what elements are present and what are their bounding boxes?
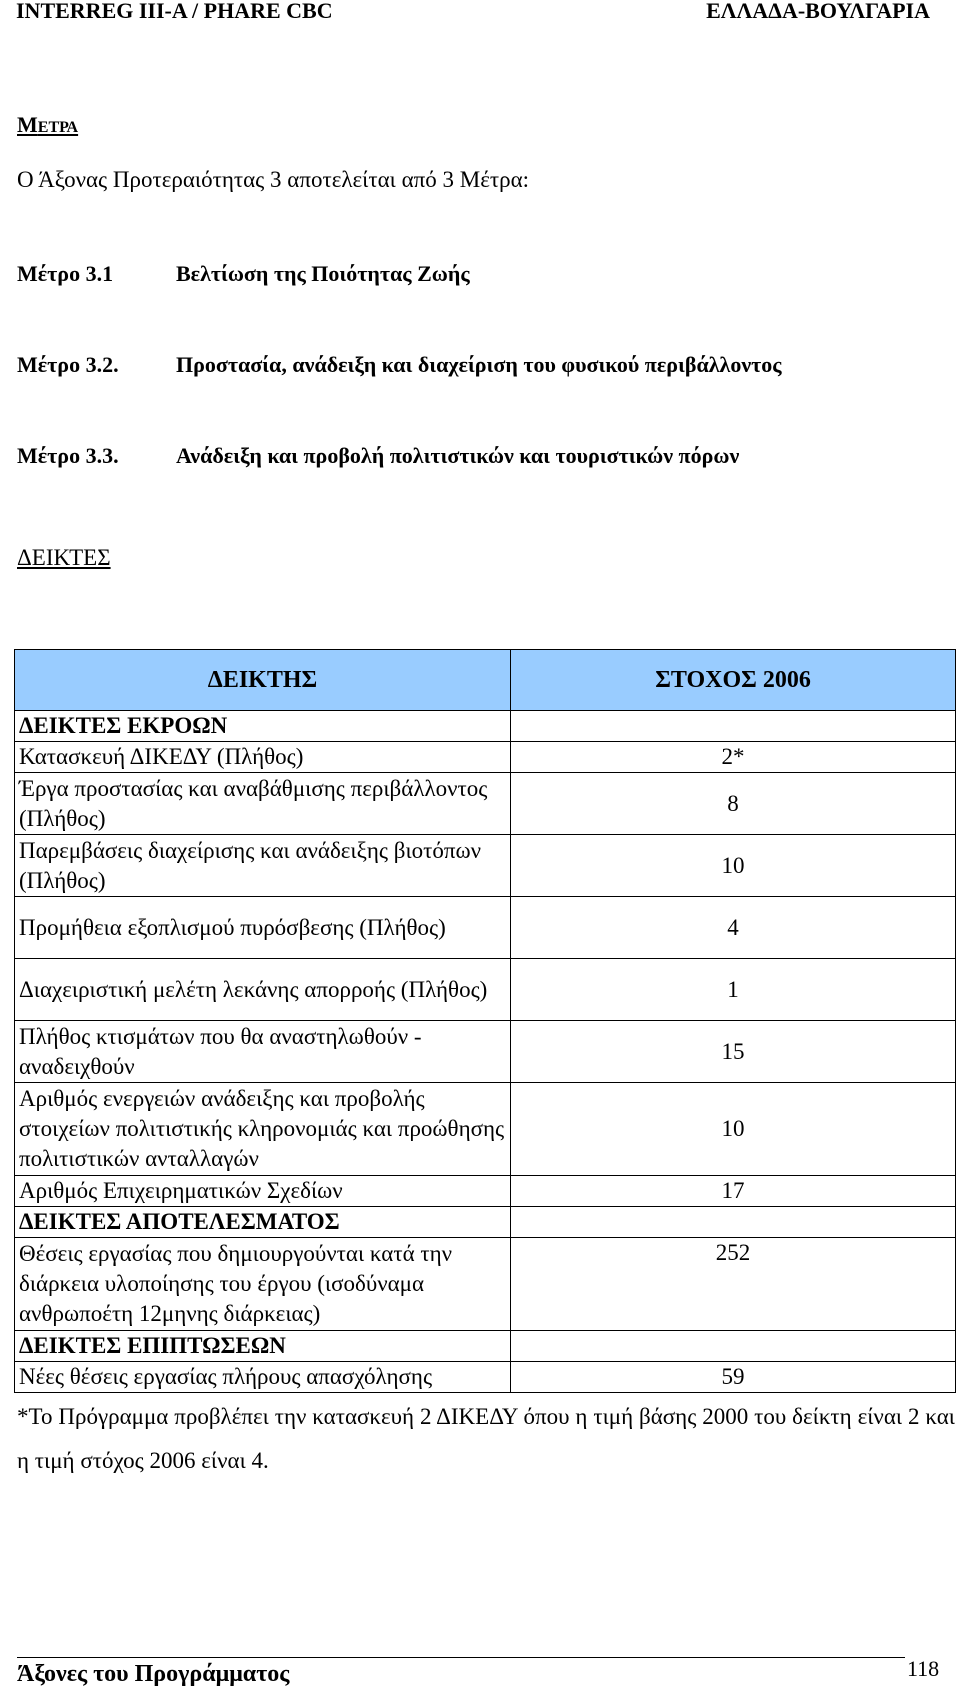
table-row bbox=[15, 897, 956, 959]
indicator-label: Αριθμός ενεργειών ανάδειξης και προβολής στοιχείων πολιτιστικής κληρονομιάς και προώθησης πολιτιστικών ανταλλαγών bbox=[15, 1083, 511, 1176]
table-header-row bbox=[15, 650, 956, 711]
indicator-label: Νέες θέσεις εργασίας πλήρους απασχόλησης bbox=[15, 1362, 511, 1393]
indicator-label: Έργα προστασίας και αναβάθμισης περιβάλλοντος (Πλήθος) bbox=[15, 773, 511, 835]
measure-title-2: Προστασία, ανάδειξη και διαχείριση του φυσικού περιβάλλοντος bbox=[176, 352, 782, 377]
indicator-label: Παρεμβάσεις διαχείρισης και ανάδειξης βιοτόπων (Πλήθος) bbox=[15, 835, 511, 897]
indicators-table bbox=[14, 649, 956, 1393]
indicator-value: 8 bbox=[511, 773, 956, 835]
header-region-title: ΕΛΛΑΔΑ-ΒΟΥΛΓΑΡΙΑ bbox=[706, 0, 930, 23]
indicator-value: 252 bbox=[511, 1238, 956, 1331]
metra-heading-rest: ΕΤΡΑ bbox=[37, 119, 79, 136]
measure-title-3: Ανάδειξη και προβολή πολιτιστικών και τουριστικών πόρων bbox=[176, 443, 740, 468]
deiktes-heading: ΔΕΙΚΤΕΣ bbox=[17, 545, 111, 570]
indicator-label: Προμήθεια εξοπλισμού πυρόσβεσης (Πλήθος) bbox=[15, 897, 511, 959]
table-footnote: *Το Πρόγραμμα προβλέπει την κατασκευή 2 ΔΙΚΕΔΥ όπου η τιμή βάσης 2000 του δείκτη είναι 2 και η τιμή στόχος 2006 είναι 4. bbox=[17, 1404, 955, 1473]
indicator-value: 17 bbox=[511, 1176, 956, 1207]
group-label-results: ΔΕΙΚΤΕΣ ΑΠΟΤΕΛΕΣΜΑΤΟΣ bbox=[15, 1207, 511, 1238]
measure-code-3: Μέτρο 3.3. bbox=[17, 443, 119, 468]
indicator-value: 10 bbox=[511, 835, 956, 897]
table-row bbox=[15, 959, 956, 1021]
metra-heading bbox=[17, 112, 78, 138]
footer-title: Άξονες του Προγράμματος bbox=[17, 1661, 290, 1687]
indicator-label: Κατασκευή ΔΙΚΕΔΥ (Πλήθος) bbox=[15, 742, 511, 773]
indicator-value: 2* bbox=[511, 742, 956, 773]
indicator-value: 1 bbox=[511, 959, 956, 1021]
group-label-impacts: ΔΕΙΚΤΕΣ ΕΠΙΠΤΩΣΕΩΝ bbox=[15, 1331, 511, 1362]
indicator-label: Διαχειριστική μελέτη λεκάνης απορροής (Πλήθος) bbox=[15, 959, 511, 1021]
group-label-outputs: ΔΕΙΚΤΕΣ ΕΚΡΟΩΝ bbox=[15, 711, 511, 742]
column-header-indicator: ΔΕΙΚΤΗΣ bbox=[15, 650, 511, 711]
group-empty-cell bbox=[511, 711, 956, 742]
group-empty-cell bbox=[511, 1207, 956, 1238]
table-row bbox=[15, 773, 956, 835]
measure-title-1: Βελτίωση της Ποιότητας Ζωής bbox=[176, 261, 470, 286]
group-empty-cell bbox=[511, 1331, 956, 1362]
table-row bbox=[15, 1362, 956, 1393]
footer-divider bbox=[17, 1657, 905, 1658]
indicator-value: 4 bbox=[511, 897, 956, 959]
header-program-title: INTERREG III-A / PHARE CBC bbox=[16, 0, 333, 23]
indicator-label: Αριθμός Επιχειρηματικών Σχεδίων bbox=[15, 1176, 511, 1207]
table-row bbox=[15, 835, 956, 897]
group-row-outputs bbox=[15, 711, 956, 742]
indicator-value: 15 bbox=[511, 1021, 956, 1083]
table-row bbox=[15, 1238, 956, 1331]
column-header-target: ΣΤΟΧΟΣ 2006 bbox=[511, 650, 956, 711]
measure-code-2: Μέτρο 3.2. bbox=[17, 352, 119, 377]
page-header bbox=[0, 0, 930, 26]
group-row-impacts bbox=[15, 1331, 956, 1362]
indicator-label: Θέσεις εργασίας που δημιουργούνται κατά την διάρκεια υλοποίησης του έργου (ισοδύναμα ανθρωποέτη 12μηνης διάρκειας) bbox=[15, 1238, 511, 1331]
page-number: 118 bbox=[907, 1656, 940, 1681]
indicator-label: Πλήθος κτισμάτων που θα αναστηλωθούν - αναδειχθούν bbox=[15, 1021, 511, 1083]
metra-heading-first: Μ bbox=[17, 112, 38, 137]
indicator-value: 59 bbox=[511, 1362, 956, 1393]
group-row-results bbox=[15, 1207, 956, 1238]
measure-code-1: Μέτρο 3.1 bbox=[17, 261, 114, 286]
table-row bbox=[15, 1176, 956, 1207]
table-row bbox=[15, 1021, 956, 1083]
indicator-value: 10 bbox=[511, 1083, 956, 1176]
table-row bbox=[15, 742, 956, 773]
table-row bbox=[15, 1083, 956, 1176]
metra-intro: Ο Άξονας Προτεραιότητας 3 αποτελείται από 3 Μέτρα: bbox=[17, 167, 530, 192]
